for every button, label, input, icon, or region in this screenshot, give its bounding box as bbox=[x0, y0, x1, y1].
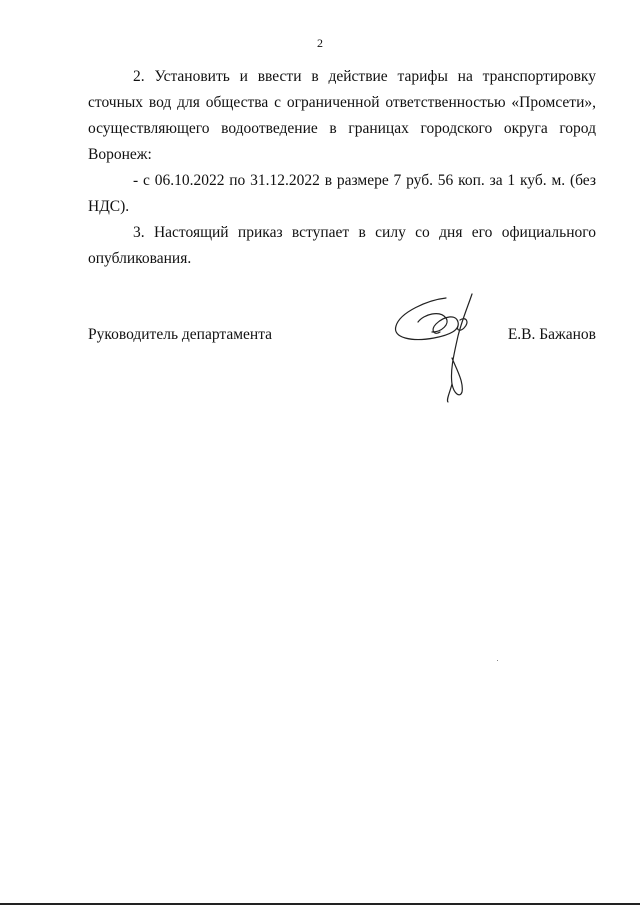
page-number: 2 bbox=[317, 36, 323, 50]
handwritten-signature bbox=[388, 292, 498, 404]
signatory-name: Е.В. Бажанов bbox=[507, 326, 596, 343]
signature-block bbox=[88, 318, 596, 408]
paragraph-tariff-rate: - с 06.10.2022 по 31.12.2022 в размере 7 руб. 56 коп. за 1 куб. м. (без НДС). bbox=[88, 172, 596, 215]
signatory-title: Руководитель департамента bbox=[88, 326, 273, 343]
document-body bbox=[88, 64, 596, 272]
paragraph-effective-date: 3. Настоящий приказ вступает в силу со дня его официального опубликования. bbox=[88, 224, 596, 267]
scan-speck bbox=[497, 660, 498, 661]
paragraph-tariff-establishment: 2. Установить и ввести в действие тарифы на транспортировку сточных вод для общества с ограниченной ответственностью «Промсети», осуществляющего водоотведение в границах городского округа город Воронеж: bbox=[88, 68, 596, 163]
